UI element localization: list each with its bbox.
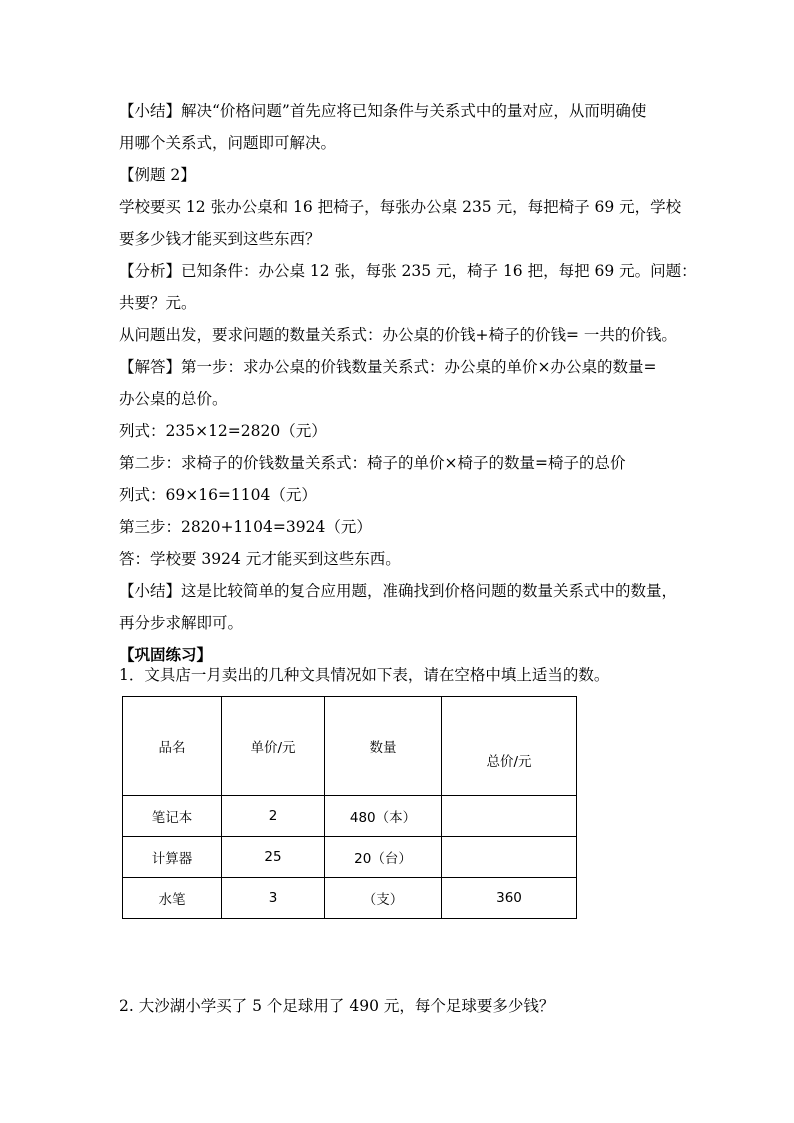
table-row (123, 837, 577, 878)
practice-question-1: 1．文具店一月卖出的几种文具情况如下表，请在空格中填上适当的数。 (119, 666, 610, 684)
table-cell: 480（本） (325, 796, 442, 837)
table-header-cell: 数量 (325, 697, 442, 796)
solution-formula-1: 列式：235×12=2820（元） (119, 422, 327, 440)
table-cell: 360 (442, 878, 577, 919)
table-cell: （支） (325, 878, 442, 919)
table-cell-blank (442, 796, 577, 837)
analysis-line-3: 从问题出发，要求问题的数量关系式：办公桌的价钱+椅子的价钱= 一共的价钱。 (119, 326, 677, 344)
table-cell: 3 (222, 878, 325, 919)
solution-answer: 答：学校要 3924 元才能买到这些东西。 (119, 550, 401, 568)
solution-line-1: 【解答】第一步：求办公桌的价钱数量关系式：办公桌的单价×办公桌的数量= (119, 358, 657, 376)
table-cell: 2 (222, 796, 325, 837)
table-header-cell: 单价/元 (222, 697, 325, 796)
solution-step-2: 第二步：求椅子的价钱数量关系式：椅子的单价×椅子的数量=椅子的总价 (119, 454, 626, 472)
practice-question-2: 2. 大沙湖小学买了 5 个足球用了 490 元，每个足球要多少钱？ (119, 997, 555, 1015)
solution-line-2: 办公桌的总价。 (119, 390, 228, 408)
practice-heading: 【巩固练习】 (119, 645, 213, 664)
summary-1-line-2: 用哪个关系式，问题即可解决。 (119, 134, 337, 152)
table-cell-blank (442, 837, 577, 878)
example-2-question-line-2: 要多少钱才能买到这些东西？ (119, 230, 321, 248)
solution-step-3: 第三步：2820+1104=3924（元） (119, 518, 372, 536)
table-cell: 计算器 (123, 837, 222, 878)
stationery-sales-table (122, 696, 577, 919)
example-2-heading: 【例题 2】 (119, 166, 196, 184)
table-cell: 水笔 (123, 878, 222, 919)
summary-1-line-1: 【小结】解决“价格问题”首先应将已知条件与关系式中的量对应，从而明确使 (119, 102, 647, 120)
solution-formula-2: 列式：69×16=1104（元） (119, 486, 317, 504)
table-header-cell: 品名 (123, 697, 222, 796)
summary-2-line-1: 【小结】这是比较简单的复合应用题，准确找到价格问题的数量关系式中的数量， (119, 582, 678, 600)
table-cell: 笔记本 (123, 796, 222, 837)
table-cell: 25 (222, 837, 325, 878)
example-2-question-line-1: 学校要买 12 张办公桌和 16 把椅子，每张办公桌 235 元，每把椅子 69 元，学校 (119, 198, 682, 216)
summary-2-line-2: 再分步求解即可。 (119, 614, 244, 632)
analysis-line-1: 【分析】已知条件：办公桌 12 张，每张 235 元，椅子 16 把，每把 69 元。问题： (119, 262, 697, 280)
table-row (123, 796, 577, 837)
table-header-cell: 总价/元 (442, 697, 577, 796)
table-row (123, 878, 577, 919)
table-header-row (123, 697, 577, 796)
analysis-line-2: 共要？元。 (119, 294, 197, 312)
table-cell: 20（台） (325, 837, 442, 878)
